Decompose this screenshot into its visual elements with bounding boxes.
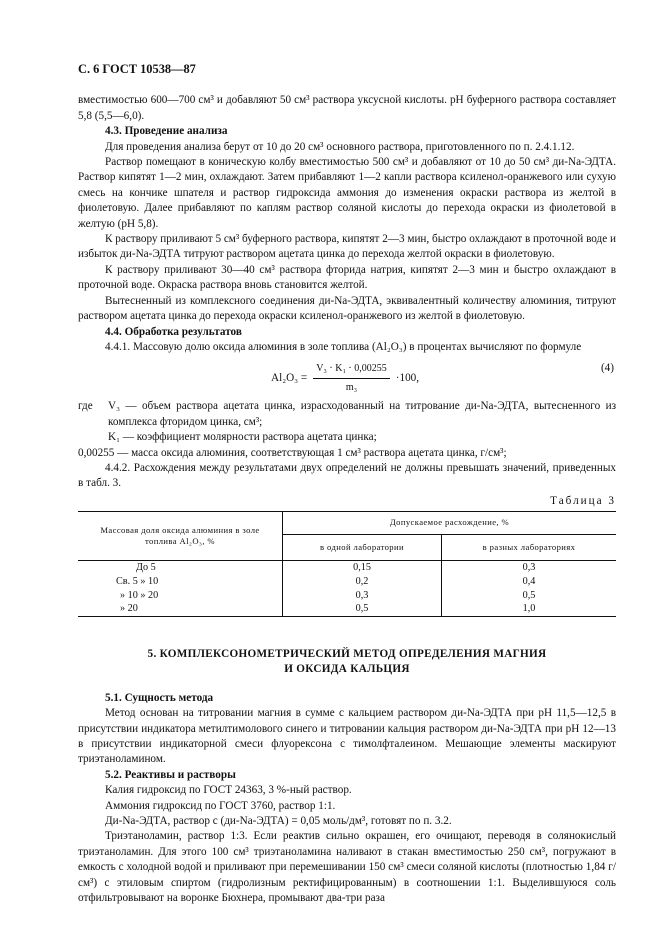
table-cell: » 10 » 20: [120, 589, 159, 601]
table-header-group: Допускаемое расхождение, %: [283, 512, 617, 535]
table-row: [78, 561, 616, 575]
formula-block: [78, 359, 616, 395]
table-caption: Таблица 3: [550, 494, 616, 507]
section-heading-4-4: 4.4. Обработка результатов: [105, 325, 242, 338]
table-row: [78, 602, 616, 616]
paragraph: вместимостью 600—700 см³ и добавляют 50 см³ раствора уксусной кислоты. pH буферного раствора составляет 5,8 (5,5—6,0).: [78, 94, 616, 122]
table-cell: 0,4: [442, 575, 616, 589]
table-cell: 0,15: [283, 561, 442, 575]
table-header-col3: в разных лабораториях: [442, 534, 616, 561]
equation-number: (4): [600, 362, 614, 375]
formula-rhs: ·100,: [395, 371, 420, 384]
reagent-line: Аммония гидроксид по ГОСТ 3760, раствор 1:1.: [105, 799, 336, 812]
variable-definitions: [78, 399, 616, 430]
paragraph: Для проведения анализа берут от 10 до 20 см³ основного раствора, приготовленного по п. 2.4.1.12.: [105, 140, 575, 153]
table-header-col1: Массовая доля оксида алюминия в золе топлива Al₂O₃, %: [78, 512, 283, 561]
paragraph: Метод основан на титровании магния в сумме с кальцием раствором ди-Na-ЭДТА при pH 11,5—12,5 в присутствии индикатора метилтимолового синего и титровании кальция раствором ди-Na-ЭДТА при pH 12—13 в присутствии индикаторной смеси флуорексона с тимолфталеином. Мешающие элементы маскируют триэтаноламином.: [78, 707, 616, 766]
table-header-col2: в одной лаборатории: [283, 534, 442, 561]
page-header: С. 6 ГОСТ 10538—87: [78, 62, 196, 76]
table-row: [78, 589, 616, 603]
reagent-line: Калия гидроксид по ГОСТ 24363, 3 %-ный раствор.: [105, 784, 352, 797]
table-cell: 0,3: [283, 589, 442, 603]
section-heading-5-2: 5.2. Реактивы и растворы: [105, 768, 236, 781]
formula: [271, 361, 419, 395]
table-cell: Св. 5 » 10: [116, 575, 159, 587]
chapter-title: [78, 647, 616, 677]
paragraph: Вытесненный из комплексного соединения ди-Na-ЭДТА, эквивалентный количеству алюминия, титруют раствором ацетата цинка до перехода окраски ксиленол-оранжевого из желтой в фиолетовую.: [78, 294, 616, 323]
document-page: [78, 62, 616, 906]
table-row: [78, 575, 616, 589]
formula-numerator: V₃ · K₁ · 0,00255: [313, 361, 390, 378]
chapter-title-line1: 5. КОМПЛЕКСОНОМЕТРИЧЕСКИЙ МЕТОД ОПРЕДЕЛЕНИЯ МАГНИЯ: [147, 647, 547, 660]
paragraph: 4.4.1. Массовую долю оксида алюминия в золе топлива (Al₂O₃) в процентах вычисляют по формуле: [105, 340, 582, 353]
table-cell: 0,5: [442, 589, 616, 603]
paragraph: К раствору приливают 5 см³ буферного раствора, кипятят 2—3 мин, быстро охлаждают в проточной воде и избыток ди-Na-ЭДТА титруют раствором ацетата цинка до перехода желтой окраски в фиолетовую.: [78, 233, 616, 261]
where-label: где: [78, 400, 93, 413]
formula-fraction: [313, 361, 390, 395]
paragraph: Раствор помещают в коническую колбу вместимостью 500 см³ и добавляют от 10 до 50 см³ ди-Na-ЭДТА. Раствор кипятят 1—2 мин, охлаждают. Затем прибавляют 1—2 капли раствора ксиленол-оранжевого или сухую смесь на кончике шпателя и раствор гидроксида аммония до изменения окраски раствора из желтой в фиолетовую. Далее прибавляют по каплям раствор соляной кислоты до перехода окраски из фиолетовой в желтую (pH 5,8).: [78, 156, 616, 230]
table-cell: 0,5: [283, 602, 442, 616]
tolerance-table: [78, 511, 616, 617]
definition-constant: 0,00255 — масса оксида алюминия, соответствующая 1 см³ раствора ацетата цинка, г/см³;: [78, 446, 507, 459]
paragraph: Триэтаноламин, раствор 1:3. Если реактив сильно окрашен, его очищают, переводя в солянокислый триэтаноламин. Для этого 100 см³ триэтаноламина наливают в стакан вместимостью 250 см³, погружают в емкость с холодной водой и приливают при перемешивании 150 см³ смеси соляной кислоты (плотностью 1,84 г/см³) с этиловым спиртом (гидролизным ректифицированным) в соотношении 1:1. Выделившуюся соль отфильтровывают на воронке Бюхнера, промывают два-три раза: [78, 830, 616, 904]
chapter-title-line2: И ОКСИДА КАЛЬЦИЯ: [284, 662, 410, 675]
table-cell: 0,2: [283, 575, 442, 589]
definition-k1: K₁ — коэффициент молярности раствора ацетата цинка;: [108, 431, 377, 444]
section-heading-4-3: 4.3. Проведение анализа: [105, 125, 228, 138]
reagent-line: Ди-Na-ЭДТА, раствор с (ди-Na-ЭДТА) = 0,05 моль/дм³, готовят по п. 3.2.: [105, 814, 452, 827]
section-heading-5-1: 5.1. Сущность метода: [105, 691, 214, 704]
table-cell: До 5: [136, 562, 156, 574]
paragraph: 4.4.2. Расхождения между результатами двух определений не должны превышать значений, приведенных в табл. 3.: [78, 461, 616, 490]
formula-lhs: Al₂O₃ =: [271, 371, 308, 384]
paragraph: К раствору приливают 30—40 см³ раствора фторида натрия, кипятят 2—3 мин и быстро охлаждают в проточной воде. Окраска раствора вновь становится желтой.: [78, 263, 616, 292]
definition-v3: V₃ — объем раствора ацетата цинка, израсходованный на титрование ди-Na-ЭДТА, вытесненного из комплекса фторидом цинка, см³;: [108, 400, 616, 428]
table-cell: 1,0: [442, 602, 616, 616]
table-cell: » 20: [78, 602, 283, 616]
formula-denominator: m₃: [345, 381, 358, 393]
table-cell: 0,3: [442, 561, 616, 575]
